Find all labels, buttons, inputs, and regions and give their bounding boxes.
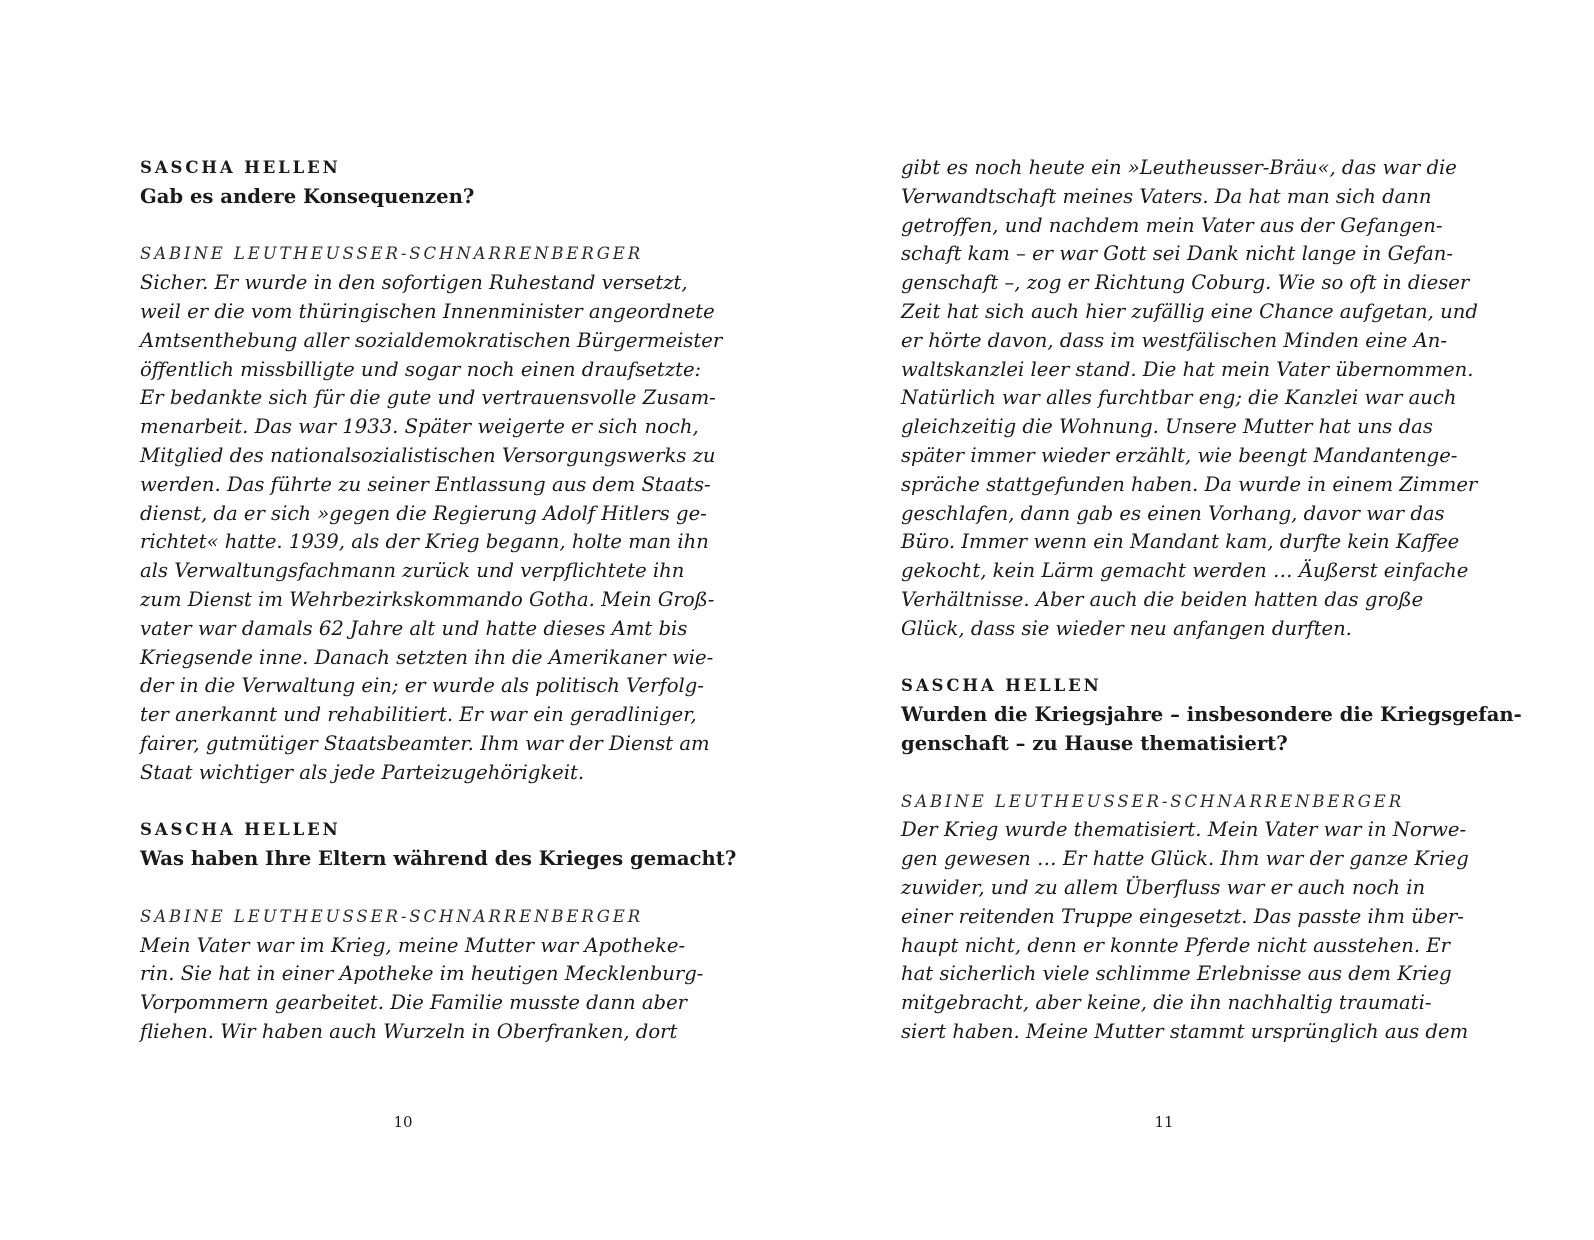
answer-line: gibt es noch heute ein »Leutheusser-Bräu«, das war die <box>901 156 1457 179</box>
answer-line: Kriegsende inne. Danach setzten ihn die Amerikaner wie- <box>140 645 714 669</box>
answer-line: als Verwaltungsfachmann zurück und verpflichtete ihn <box>140 559 685 583</box>
block-spacer <box>140 874 700 903</box>
answer-line: genschaft –, zog er Richtung Coburg. Wie so oft in dieser <box>901 271 1470 295</box>
block-spacer <box>901 759 1461 788</box>
answer-line: waltskanzlei leer stand. Die hat mein Vater übernommen. <box>901 357 1474 381</box>
question-line: Was haben Ihre Eltern während des Krieges gemacht? <box>140 847 737 871</box>
answer-line: fairer, gutmütiger Staatsbeamter. Ihm war der Dienst am <box>140 731 710 755</box>
answer-line: Er bedankte sich für die gute und vertrauensvolle Zusam- <box>140 386 716 410</box>
answer-line: schaft kam – er war Gott sei Dank nicht lange in Gefan- <box>901 242 1454 266</box>
answer-line: zuwider, und zu allem Überfluss war er auch noch in <box>901 875 1426 899</box>
answer-line: mitgebracht, aber keine, die ihn nachhaltig traumati- <box>901 991 1432 1015</box>
answer-line: geschlafen, dann gab es einen Vorhang, davor war das <box>901 501 1445 525</box>
answer-line: gen gewesen … Er hatte Glück. Ihm war der ganze Krieg <box>901 847 1469 871</box>
answer-line: rin. Sie hat in einer Apotheke im heutigen Mecklenburg- <box>140 962 704 986</box>
interviewer-name: SASCHA HELLEN <box>140 820 341 840</box>
answer-line: Natürlich war alles furchtbar eng; die Kanzlei war auch <box>901 386 1457 410</box>
answer-line: der in die Verwaltung ein; er wurde als politisch Verfolg- <box>140 674 704 698</box>
interviewee-answer <box>140 240 723 787</box>
answer-line: später immer wieder erzählt, wie beengt Mandantenge- <box>901 443 1458 467</box>
page-number-left: 10 <box>393 1113 413 1131</box>
answer-line: Der Krieg wurde thematisiert. Mein Vater war in Norwe- <box>901 818 1467 842</box>
right-page-text <box>901 154 1522 1047</box>
block-spacer <box>901 644 1461 673</box>
answer-line: Büro. Immer wenn ein Mandant kam, durfte kein Kaffee <box>901 530 1460 554</box>
interviewer-question <box>140 816 737 874</box>
answer-line: Glück, dass sie wieder neu anfangen durften. <box>901 616 1352 640</box>
interviewee-answer <box>140 903 704 1047</box>
answer-line: dienst, da er sich »gegen die Regierung Adolf Hitlers ge- <box>140 501 707 525</box>
answer-line: Amtsenthebung aller sozialdemokratischen Bürgermeister <box>140 328 723 352</box>
interviewee-answer <box>901 154 1478 644</box>
answer-line: fliehen. Wir haben auch Wurzeln in Oberfranken, dort <box>140 1019 678 1043</box>
interviewer-name: SASCHA HELLEN <box>140 158 341 177</box>
answer-line: Mein Vater war im Krieg, meine Mutter war Apotheke- <box>140 933 686 957</box>
answer-line: hat sicherlich viele schlimme Erlebnisse aus dem Krieg <box>901 962 1452 986</box>
answer-line: werden. Das führte zu seiner Entlassung aus dem Staats- <box>140 472 711 496</box>
answer-line: zum Dienst im Wehrbezirkskommando Gotha. Mein Groß- <box>140 587 715 611</box>
answer-line: Mitglied des nationalsozialistischen Versorgungswerks zu <box>140 443 716 467</box>
answer-line: richtet« hatte. 1939, als der Krieg begann, holte man ihn <box>140 530 709 554</box>
question-line: Gab es andere Konsequenzen? <box>140 184 475 208</box>
answer-line: ter anerkannt und rehabilitiert. Er war ein geradliniger, <box>140 703 697 727</box>
interviewee-answer <box>901 788 1469 1047</box>
interviewer-name: SASCHA HELLEN <box>901 676 1102 696</box>
question-line: genschaft – zu Hause thematisiert? <box>901 731 1288 755</box>
right-page <box>797 0 1594 1240</box>
answer-line: Zeit hat sich auch hier zufällig eine Chance aufgetan, und <box>901 299 1478 323</box>
answer-line: menarbeit. Das war 1933. Später weigerte er sich noch, <box>140 415 699 439</box>
answer-line: spräche stattgefunden haben. Da wurde in einem Zimmer <box>901 472 1478 496</box>
interviewer-question <box>140 154 700 212</box>
answer-line: Verwandtschaft meines Vaters. Da hat man sich dann <box>901 184 1432 208</box>
interviewee-name: SABINE LEUTHEUSSER-SCHNARRENBERGER <box>140 906 644 926</box>
answer-line: weil er die vom thüringischen Innenminister angeordnete <box>140 299 715 323</box>
interviewee-name: SABINE LEUTHEUSSER-SCHNARRENBERGER <box>140 244 644 264</box>
answer-line: Sicher. Er wurde in den sofortigen Ruhestand versetzt, <box>140 271 688 295</box>
answer-line: Vorpommern gearbeitet. Die Familie musste dann aber <box>140 991 688 1015</box>
block-spacer <box>140 788 700 817</box>
answer-line: vater war damals 62 Jahre alt und hatte dieses Amt bis <box>140 616 688 640</box>
answer-line: gleichzeitig die Wohnung. Unsere Mutter hat uns das <box>901 415 1433 439</box>
answer-line: getroffen, und nachdem mein Vater aus der Gefangen- <box>901 213 1443 237</box>
answer-line: er hörte davon, dass im westfälischen Minden eine An- <box>901 328 1447 352</box>
answer-line: Staat wichtiger als jede Parteizugehörigkeit. <box>140 760 585 784</box>
question-line: Wurden die Kriegsjahre – insbesondere die Kriegsgefan- <box>901 703 1522 727</box>
block-spacer <box>140 212 700 241</box>
page-number-right: 11 <box>1154 1113 1174 1131</box>
answer-line: gekocht, kein Lärm gemacht werden … Äußerst einfache <box>901 559 1469 583</box>
interviewee-name: SABINE LEUTHEUSSER-SCHNARRENBERGER <box>901 791 1405 811</box>
answer-line: einer reitenden Truppe eingesetzt. Das passte ihm über- <box>901 904 1464 928</box>
answer-line: haupt nicht, denn er konnte Pferde nicht ausstehen. Er <box>901 933 1450 957</box>
interviewer-question <box>901 672 1522 758</box>
left-page-text <box>140 154 737 1047</box>
answer-line: siert haben. Meine Mutter stammt ursprünglich aus dem <box>901 1019 1469 1043</box>
answer-line: Verhältnisse. Aber auch die beiden hatten das große <box>901 587 1424 611</box>
answer-line: öffentlich missbilligte und sogar noch einen draufsetzte: <box>140 357 702 381</box>
